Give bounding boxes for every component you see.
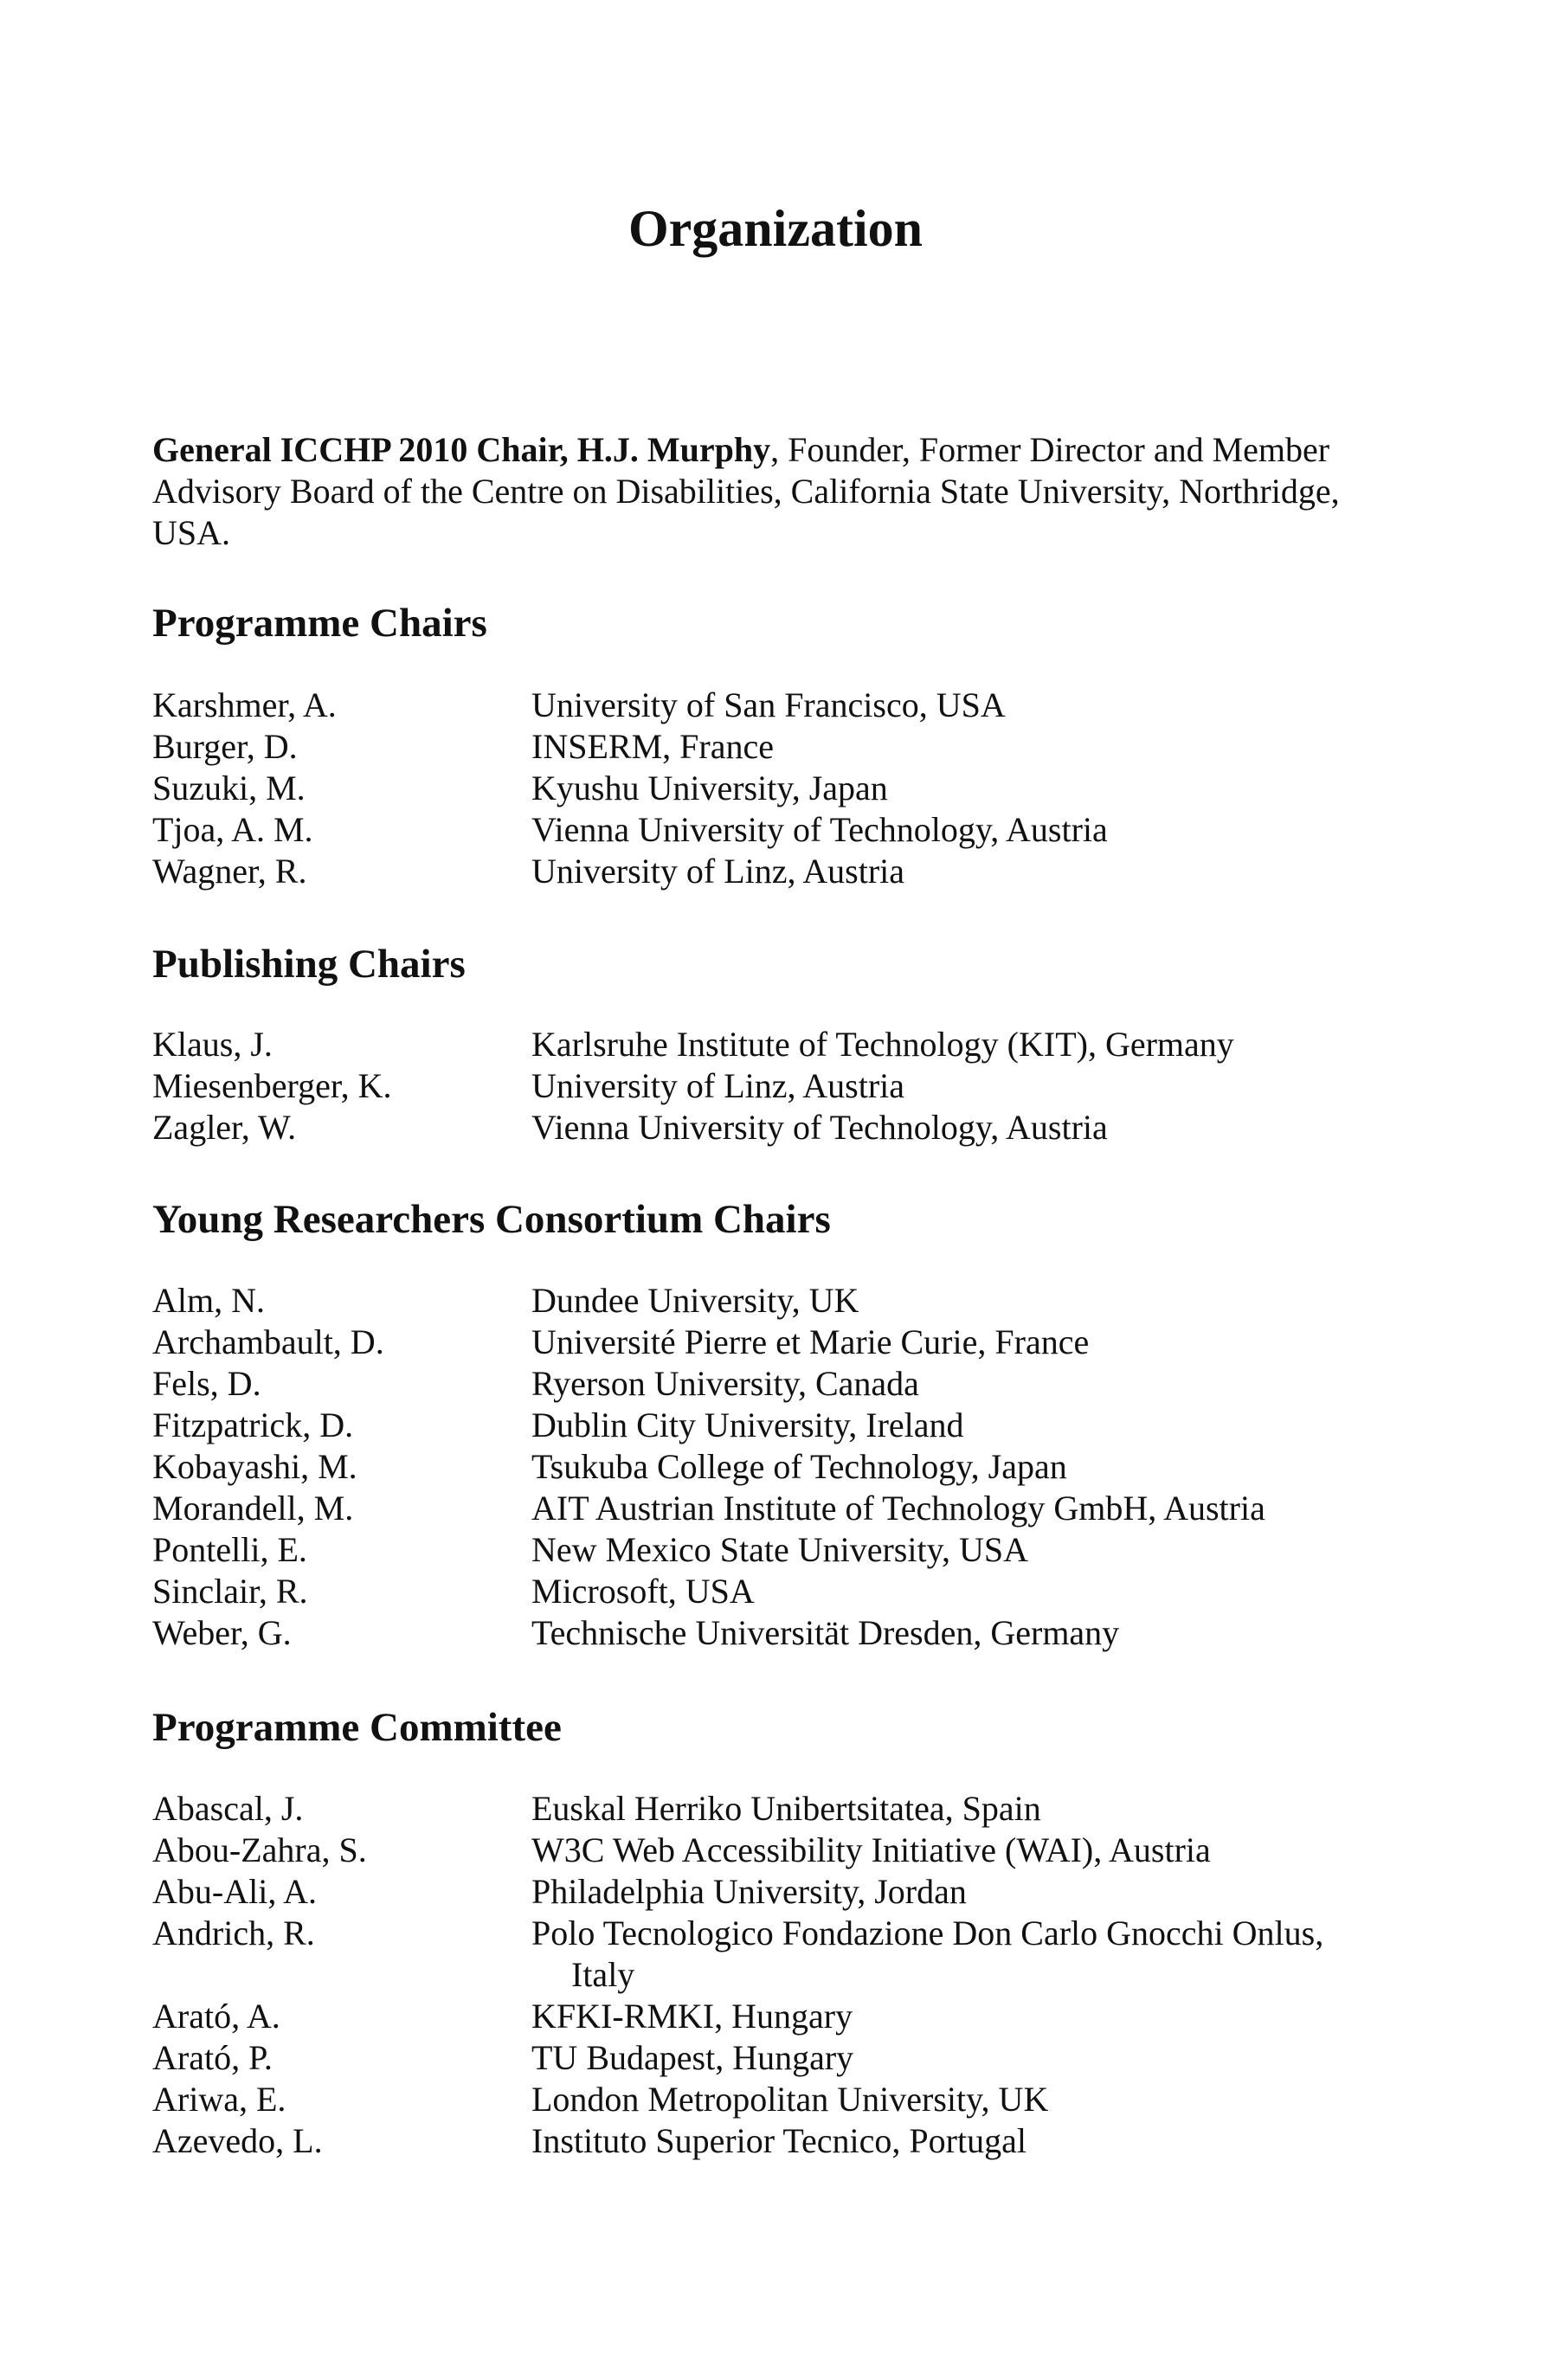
- member-name: Sinclair, R.: [152, 1572, 308, 1611]
- member-affiliation: Vienna University of Technology, Austria: [531, 810, 1108, 849]
- member-affiliation-continued: Italy: [571, 1955, 635, 1994]
- member-name: Burger, D.: [152, 727, 298, 766]
- member-affiliation: Technische Universität Dresden, Germany: [531, 1613, 1120, 1652]
- member-name: Miesenberger, K.: [152, 1066, 392, 1105]
- list-item: [152, 1913, 1399, 1996]
- member-name: Alm, N.: [152, 1281, 265, 1320]
- page-title: Organization: [628, 200, 923, 257]
- member-name: Azevedo, L.: [152, 2121, 323, 2160]
- list-item: [152, 1065, 1399, 1107]
- list-item: [152, 1830, 1399, 1871]
- list-item: [152, 2079, 1399, 2120]
- member-name: Weber, G.: [152, 1613, 292, 1652]
- member-affiliation: Euskal Herriko Unibertsitatea, Spain: [531, 1789, 1041, 1828]
- list-item: [152, 1322, 1399, 1363]
- list-item: [152, 851, 1399, 892]
- list-item: [152, 768, 1399, 809]
- programme-chairs-list: [152, 685, 1399, 892]
- member-affiliation-wrapped: [531, 1913, 1399, 1996]
- general-chair-paragraph: [152, 429, 1416, 554]
- member-name: Karshmer, A.: [152, 685, 337, 724]
- member-affiliation: TU Budapest, Hungary: [531, 2038, 854, 2077]
- list-item: [152, 1612, 1399, 1654]
- member-name: Arató, P.: [152, 2038, 273, 2077]
- member-name: Abou-Zahra, S.: [152, 1830, 367, 1869]
- member-affiliation: AIT Austrian Institute of Technology GmbH, Austria: [531, 1489, 1265, 1528]
- list-item: [152, 1107, 1399, 1148]
- list-item: [152, 685, 1399, 726]
- list-item: [152, 1488, 1399, 1529]
- section-title-young-researchers: Young Researchers Consortium Chairs: [152, 1197, 831, 1242]
- member-name: Abu-Ali, A.: [152, 1872, 317, 1911]
- member-name: Zagler, W.: [152, 1108, 297, 1147]
- member-affiliation: University of San Francisco, USA: [531, 685, 1006, 724]
- member-affiliation: Philadelphia University, Jordan: [531, 1872, 967, 1911]
- publishing-chairs-list: [152, 1024, 1399, 1148]
- list-item: [152, 1363, 1399, 1405]
- member-name: Fels, D.: [152, 1364, 261, 1403]
- member-affiliation: Karlsruhe Institute of Technology (KIT), Germany: [531, 1025, 1234, 1064]
- member-name: Wagner, R.: [152, 852, 307, 891]
- member-affiliation: University of Linz, Austria: [531, 852, 905, 891]
- member-name: Archambault, D.: [152, 1322, 384, 1361]
- member-name: Kobayashi, M.: [152, 1447, 357, 1486]
- general-chair-text: , Founder, Former Director and Member Advisory Board of the Centre on Disabilities, California State University, Northridge, USA.: [152, 430, 1340, 552]
- member-affiliation: KFKI-RMKI, Hungary: [531, 1997, 853, 2036]
- member-affiliation: Dundee University, UK: [531, 1281, 859, 1320]
- list-item: [152, 1571, 1399, 1612]
- member-affiliation: Polo Tecnologico Fondazione Don Carlo Gnocchi Onlus,: [531, 1914, 1324, 1952]
- member-name: Andrich, R.: [152, 1914, 315, 1952]
- member-affiliation: Ryerson University, Canada: [531, 1364, 919, 1403]
- member-affiliation: London Metropolitan University, UK: [531, 2080, 1049, 2119]
- list-item: [152, 1280, 1399, 1322]
- list-item: [152, 2037, 1399, 2079]
- programme-committee-list: [152, 1788, 1399, 2162]
- member-name: Suzuki, M.: [152, 769, 306, 807]
- general-chair-lead: General ICCHP 2010 Chair, H.J. Murphy: [152, 430, 771, 469]
- list-item: [152, 1871, 1399, 1913]
- member-affiliation: INSERM, France: [531, 727, 774, 766]
- section-title-programme-committee: Programme Committee: [152, 1705, 562, 1750]
- list-item: [152, 1996, 1399, 2037]
- member-name: Klaus, J.: [152, 1025, 273, 1064]
- member-name: Fitzpatrick, D.: [152, 1405, 354, 1444]
- young-researchers-list: [152, 1280, 1399, 1654]
- list-item: [152, 1788, 1399, 1830]
- member-name: Abascal, J.: [152, 1789, 304, 1828]
- member-affiliation: Microsoft, USA: [531, 1572, 755, 1611]
- section-title-publishing-chairs: Publishing Chairs: [152, 942, 466, 987]
- list-item: [152, 1446, 1399, 1488]
- member-affiliation: University of Linz, Austria: [531, 1066, 905, 1105]
- section-title-programme-chairs: Programme Chairs: [152, 601, 487, 646]
- list-item: [152, 1405, 1399, 1446]
- member-name: Arató, A.: [152, 1997, 280, 2036]
- list-item: [152, 1024, 1399, 1065]
- member-affiliation: New Mexico State University, USA: [531, 1530, 1028, 1569]
- member-name: Morandell, M.: [152, 1489, 354, 1528]
- member-affiliation: W3C Web Accessibility Initiative (WAI), Austria: [531, 1830, 1211, 1869]
- member-affiliation: Kyushu University, Japan: [531, 769, 888, 807]
- member-affiliation: Tsukuba College of Technology, Japan: [531, 1447, 1067, 1486]
- member-name: Pontelli, E.: [152, 1530, 307, 1569]
- list-item: [152, 1529, 1399, 1571]
- member-affiliation: Vienna University of Technology, Austria: [531, 1108, 1108, 1147]
- member-affiliation: Dublin City University, Ireland: [531, 1405, 964, 1444]
- member-affiliation: Université Pierre et Marie Curie, France: [531, 1322, 1090, 1361]
- list-item: [152, 2120, 1399, 2162]
- member-name: Tjoa, A. M.: [152, 810, 313, 849]
- member-affiliation: Instituto Superior Tecnico, Portugal: [531, 2121, 1026, 2160]
- member-name: Ariwa, E.: [152, 2080, 286, 2119]
- list-item: [152, 809, 1399, 851]
- list-item: [152, 726, 1399, 768]
